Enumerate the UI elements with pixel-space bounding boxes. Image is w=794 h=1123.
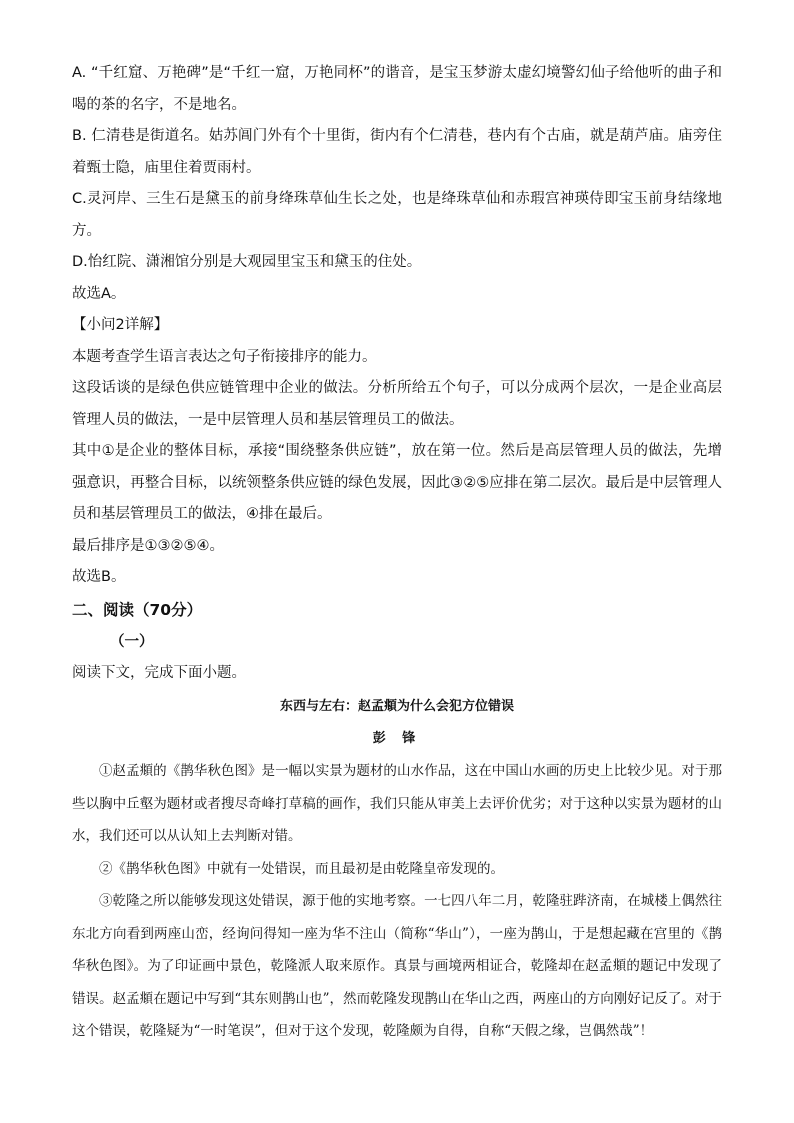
answer-option-a: A. “千红窟、万艳碑”是“千红一窟，万艳同杯”的谐音，是宝玉梦游太虚幻境警幻仙子给他听的曲子和喝的茶的名字，不是地名。 [72, 65, 722, 113]
article-paragraph-2: ②《鹊华秋色图》中就有一处错误，而且最初是由乾隆皇帝发现的。 [99, 860, 504, 877]
article-author: 彭 锋 [372, 731, 422, 746]
article-paragraph-1: ①赵孟頫的《鹊华秋色图》是一幅以实景为题材的山水作品，这在中国山水画的历史上比较少见。对于那些以胸中丘壑为题材或者搜尽奇峰打草稿的画作，我们只能从审美上去评价优劣；对于这种以实景为题材的山水，我们还可以从认知上去判断对错。 [72, 763, 722, 844]
question-2-intro: 本题考查学生语言表达之句子衔接排序的能力。 [72, 348, 377, 365]
answer-choice-2: 故选B。 [72, 569, 126, 585]
answer-option-d: D.怡红院、潇湘馆分别是大观园里宝玉和黛玉的住处。 [72, 254, 422, 270]
answer-choice-1: 故选A。 [72, 285, 126, 302]
question-2-order: 最后排序是①③②⑤④。 [72, 537, 224, 554]
section-subtitle: （一） [110, 633, 154, 650]
article-paragraph-3: ③乾隆之所以能够发现这处错误，源于他的实地考察。一七四八年二月，乾隆驻跸济南，在城楼上偶然往东北方向看到两座山峦，经询问得知一座为华不注山（简称“华山”），一座为鹊山，于是想起藏在宫里的《鹊华秋色图》。为了印证画中景色，乾隆派人取来原作。真景与画境两相证合，乾隆却在赵孟頫的题记中发现了错误。赵孟頫在题记中写到“其东则鹊山也”，然而乾隆发现鹊山在华山之西，两座山的方向刚好记反了。对于这个错误，乾隆疑为“一时笔误”，但对于这个发现，乾隆颇为自得，自称“天假之缘，岂偶然哉”！ [72, 893, 722, 1039]
reading-article [72, 691, 722, 1048]
document-page [72, 58, 722, 1048]
section-instruction: 阅读下文，完成下面小题。 [72, 664, 246, 681]
question-2-heading: 【小问2详解】 [72, 317, 169, 333]
answer-option-c: C.灵河岸、三生石是黛玉的前身绛珠草仙生长之处，也是绛珠草仙和赤瑕宫神瑛侍即宝玉前身结缘地方。 [72, 191, 722, 239]
question-2-detail: 其中①是企业的整体目标，承接“围绕整条供应链”，放在第一位。然后是高层管理人员的做法，先增强意识，再整合目标，以统领整条供应链的绿色发展，因此③②⑤应排在第二层次。最后是中层管理人员和基层管理员工的做法，④排在最后。 [72, 443, 722, 522]
section-title: 二、阅读（70分） [72, 600, 203, 619]
question-2-analysis: 这段话谈的是绿色供应链管理中企业的做法。分析所给五个句子，可以分成两个层次，一是企业高层管理人员的做法，一是中层管理人员和基层管理员工的做法。 [72, 380, 722, 428]
article-title: 东西与左右：赵孟頫为什么会犯方位错误 [279, 699, 514, 714]
answer-option-b: B. 仁清巷是街道名。姑苏阊门外有个十里街，街内有个仁清巷，巷内有个古庙，就是葫芦庙。庙旁住着甄士隐，庙里住着贾雨村。 [72, 128, 722, 176]
